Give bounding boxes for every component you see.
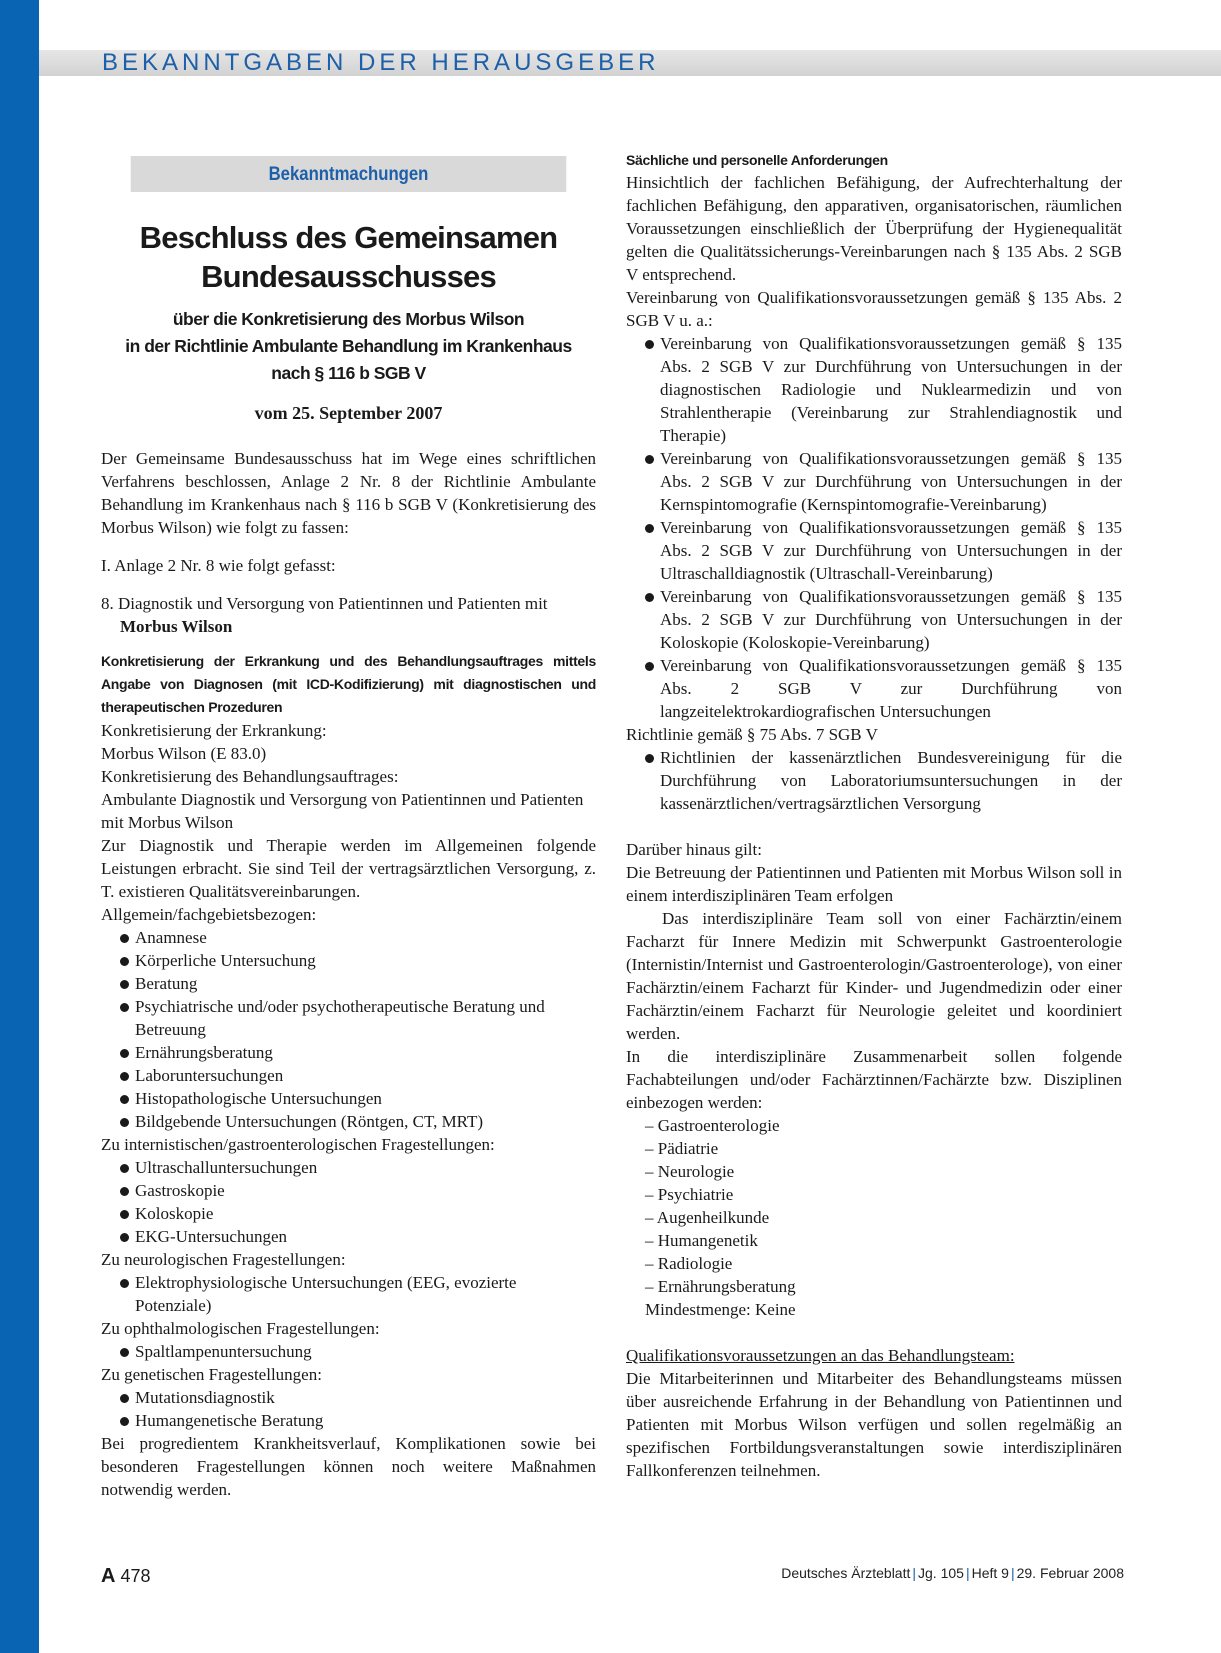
closing-paragraph: Bei progredientem Krankheitsverlauf, Komplikationen sowie bei besonderen Fragestellungen können noch weitere Maßnahmen notwendig werden. bbox=[101, 1434, 596, 1499]
list-item: Elektrophysiologische Untersuchungen (EEG, evozierte Potenziale) bbox=[120, 1271, 596, 1317]
leistungen-paragraph: Zur Diagnostik und Therapie werden im Allgemeinen folgende Leistungen erbracht. Sie sind Teil der vertragsärztlichen Versorgung, z. T. existieren Qualitätsvereinbarungen. bbox=[101, 836, 596, 901]
bullet-list bbox=[101, 1340, 596, 1363]
list-item: – Psychiatrie bbox=[645, 1185, 734, 1204]
list-item: – Augenheilkunde bbox=[645, 1208, 770, 1227]
bullet-icon bbox=[645, 754, 654, 763]
page-number-value: 478 bbox=[120, 1566, 151, 1586]
right-column bbox=[626, 149, 1122, 1482]
list-item: Mutationsdiagnostik bbox=[120, 1386, 596, 1409]
list-item: Koloskopie bbox=[120, 1202, 596, 1225]
list-item: – Neurologie bbox=[645, 1162, 735, 1181]
journal-volume: Jg. 105 bbox=[918, 1565, 964, 1581]
list-item: Vereinbarung von Qualifikationsvoraussetzungen gemäß § 135 Abs. 2 SGB V zur Durchführung von Untersuchungen in der diagnostischen Radiologie und Nuklearmedizin und von Strahlentherapie (Vereinbarung zur Strahlendiagnostik und Therapie) bbox=[645, 332, 1122, 447]
darueber-line: Darüber hinaus gilt: bbox=[626, 840, 762, 859]
bullet-icon bbox=[645, 662, 654, 671]
list-item: Vereinbarung von Qualifikationsvoraussetzungen gemäß § 135 Abs. 2 SGB V zur Durchführung von langzeitelektrokardiografischen Untersuchungen bbox=[645, 654, 1122, 723]
bullet-icon bbox=[120, 957, 129, 966]
konkretisierung-line: Konkretisierung der Erkrankung: bbox=[101, 721, 327, 740]
list-item: Spaltlampenuntersuchung bbox=[120, 1340, 596, 1363]
subtitle-line: nach § 116 b SGB V bbox=[271, 363, 426, 383]
requirements-heading: Sächliche und personelle Anforderungen bbox=[626, 152, 888, 168]
left-column bbox=[101, 156, 596, 1501]
bullet-icon bbox=[120, 1233, 129, 1242]
separator: | bbox=[912, 1565, 917, 1581]
vereinbarungen-list bbox=[626, 332, 1122, 723]
bullet-list bbox=[101, 926, 596, 1133]
separator: | bbox=[1010, 1565, 1015, 1581]
list-item: – Gastroenterologie bbox=[645, 1116, 780, 1135]
page-prefix: A bbox=[101, 1565, 116, 1587]
bullet-icon bbox=[120, 1417, 129, 1426]
list-item: Vereinbarung von Qualifikationsvoraussetzungen gemäß § 135 Abs. 2 SGB V zur Durchführung von Untersuchungen in der Ultraschalldiagnostik (Ultraschall-Vereinbarung) bbox=[645, 516, 1122, 585]
list-item: – Ernährungsberatung bbox=[645, 1277, 796, 1296]
bullet-icon bbox=[645, 524, 654, 533]
title-line: Bundesausschusses bbox=[201, 259, 496, 294]
group-heading: Zu genetischen Fragestellungen: bbox=[101, 1365, 322, 1384]
list-item: EKG-Untersuchungen bbox=[120, 1225, 596, 1248]
list-item: – Pädiatrie bbox=[645, 1139, 719, 1158]
list-item: – Humangenetik bbox=[645, 1231, 758, 1250]
subtitle-line: in der Richtlinie Ambulante Behandlung im Krankenhaus bbox=[125, 336, 572, 356]
bullet-list bbox=[101, 1271, 596, 1317]
konkretisierung-line: Morbus Wilson (E 83.0) bbox=[101, 744, 267, 763]
list-item: Gastroskopie bbox=[120, 1179, 596, 1202]
list-item: Beratung bbox=[120, 972, 596, 995]
team-paragraph: Das interdisziplinäre Team soll von einer Fachärztin/einem Facharzt für Innere Medizin mit Schwerpunkt Gastroenterologie (Internistin/Internist und Gastroenterologin/Gastroenterologe), von einer Fachärztin/einem Facharzt für Kinder- und Jugendmedizin oder einer Fachärztin/einem Facharzt für Neurologie geleitet und koordiniert werden. bbox=[626, 909, 1122, 1043]
qualifikation-paragraph: Die Mitarbeiterinnen und Mitarbeiter des Behandlungsteams müssen über ausreichende Erfahrung in der Behandlung von Patientinnen und Patienten mit Morbus Wilson verfügen und sollen regelmäßig an spezifischen Fortbildungsveranstaltungen sowie interdisziplinären Fallkonferenzen teilnehmen. bbox=[626, 1369, 1122, 1480]
bullet-icon bbox=[120, 1348, 129, 1357]
journal-info bbox=[781, 1565, 1124, 1581]
list-item: Richtlinien der kassenärztlichen Bundesvereinigung für die Durchführung von Laboratoriumsuntersuchungen in der kassenärztlichen/vertragsärztlichen Versorgung bbox=[645, 746, 1122, 815]
group-heading: Zu neurologischen Fragestellungen: bbox=[101, 1250, 346, 1269]
section-bar: Bekanntmachungen bbox=[131, 156, 567, 192]
zusammenarbeit-paragraph: In die interdisziplinäre Zusammenarbeit sollen folgende Fachabteilungen und/oder Fachärztinnen/Fachärzte bzw. Disziplinen einbezogen werden: bbox=[626, 1047, 1122, 1112]
list-item: Vereinbarung von Qualifikationsvoraussetzungen gemäß § 135 Abs. 2 SGB V zur Durchführung von Untersuchungen in der Kernspintomografie (Kernspintomografie-Vereinbarung) bbox=[645, 447, 1122, 516]
mindestmenge: Mindestmenge: Keine bbox=[645, 1300, 796, 1319]
subtitle-line: über die Konkretisierung des Morbus Wilson bbox=[172, 309, 525, 329]
bullet-icon bbox=[120, 1003, 129, 1012]
separator: | bbox=[965, 1565, 970, 1581]
bullet-icon bbox=[645, 455, 654, 464]
bullet-icon bbox=[645, 340, 654, 349]
document-date: vom 25. September 2007 bbox=[254, 403, 443, 423]
list-item: Psychiatrische und/oder psychotherapeutische Beratung und Betreuung bbox=[120, 995, 596, 1041]
group-heading: Allgemein/fachgebietsbezogen: bbox=[101, 905, 317, 924]
bullet-icon bbox=[120, 934, 129, 943]
bullet-icon bbox=[120, 1164, 129, 1173]
betreuung-paragraph: Die Betreuung der Patientinnen und Patienten mit Morbus Wilson soll in einem interdisziplinären Team erfolgen bbox=[626, 863, 1122, 905]
qualifikation-heading: Qualifikationsvoraussetzungen an das Behandlungsteam: bbox=[626, 1346, 1015, 1365]
list-item: Bildgebende Untersuchungen (Röntgen, CT, MRT) bbox=[120, 1110, 596, 1133]
document-subtitle bbox=[101, 306, 596, 387]
bullet-list bbox=[101, 1386, 596, 1432]
bullet-icon bbox=[120, 980, 129, 989]
title-line: Beschluss des Gemeinsamen bbox=[139, 220, 558, 255]
list-item: Anamnese bbox=[120, 926, 596, 949]
section-header: BEKANNTGABEN DER HERAUSGEBER bbox=[102, 49, 660, 76]
item-8 bbox=[101, 592, 596, 638]
bullet-icon bbox=[120, 1072, 129, 1081]
bullet-icon bbox=[120, 1394, 129, 1403]
item-i: I. Anlage 2 Nr. 8 wie folgt gefasst: bbox=[101, 556, 336, 575]
bullet-icon bbox=[120, 1095, 129, 1104]
requirements-paragraph: Hinsichtlich der fachlichen Befähigung, der Aufrechterhaltung der fachlichen Befähigung, den apparativen, organisatorischen, räumlichen Voraussetzungen einschließlich der Überprüfung der Hygienequalität gelten die Qualitätssicherungs-Vereinbarungen nach § 135 Abs. 2 SGB V entsprechend. bbox=[626, 173, 1122, 284]
konkretisierung-line: Ambulante Diagnostik und Versorgung von Patientinnen und Patienten mit Morbus Wilson bbox=[101, 790, 584, 832]
list-item: Ernährungsberatung bbox=[120, 1041, 596, 1064]
disziplinen-list bbox=[626, 1114, 1122, 1321]
bullet-icon bbox=[645, 593, 654, 602]
list-item: Laboruntersuchungen bbox=[120, 1064, 596, 1087]
bullet-icon bbox=[120, 1118, 129, 1127]
journal-name: Deutsches Ärzteblatt bbox=[781, 1565, 911, 1581]
document-title bbox=[101, 218, 596, 296]
item-8-text: 8. Diagnostik und Versorgung von Patientinnen und Patienten mit bbox=[101, 594, 548, 613]
left-accent-bar bbox=[0, 0, 39, 1653]
item-8-bold: Morbus Wilson bbox=[120, 617, 233, 636]
list-item: Ultraschalluntersuchungen bbox=[120, 1156, 596, 1179]
bullet-icon bbox=[120, 1279, 129, 1288]
intro-paragraph: Der Gemeinsame Bundesausschuss hat im Wege eines schriftlichen Verfahrens beschlossen, Anlage 2 Nr. 8 der Richtlinie Ambulante Behandlung im Krankenhaus nach § 116 b SGB V (Konkretisierung des Morbus Wilson) wie folgt zu fassen: bbox=[101, 449, 596, 537]
bullet-icon bbox=[120, 1210, 129, 1219]
richtlinie-heading: Richtlinie gemäß § 75 Abs. 7 SGB V bbox=[626, 725, 878, 744]
group-heading: Zu internistischen/gastroenterologischen Fragestellungen: bbox=[101, 1135, 495, 1154]
sub-heading: Konkretisierung der Erkrankung und des Behandlungsauftrages mittels Angabe von Diagnosen (mit ICD-Kodifizierung) mit diagnostischen und therapeutischen Prozeduren bbox=[101, 653, 596, 715]
list-item: Vereinbarung von Qualifikationsvoraussetzungen gemäß § 135 Abs. 2 SGB V zur Durchführung von Untersuchungen in der Koloskopie (Koloskopie-Vereinbarung) bbox=[645, 585, 1122, 654]
list-item: Humangenetische Beratung bbox=[120, 1409, 596, 1432]
list-item: Körperliche Untersuchung bbox=[120, 949, 596, 972]
list-item: Histopathologische Untersuchungen bbox=[120, 1087, 596, 1110]
vereinbarung-intro: Vereinbarung von Qualifikationsvoraussetzungen gemäß § 135 Abs. 2 SGB V u. a.: bbox=[626, 288, 1122, 330]
journal-date: 29. Februar 2008 bbox=[1016, 1565, 1124, 1581]
list-item: – Radiologie bbox=[645, 1254, 733, 1273]
bullet-icon bbox=[120, 1049, 129, 1058]
bullet-list bbox=[101, 1156, 596, 1248]
journal-issue: Heft 9 bbox=[971, 1565, 1009, 1581]
konkretisierung-line: Konkretisierung des Behandlungsauftrages: bbox=[101, 767, 399, 786]
group-heading: Zu ophthalmologischen Fragestellungen: bbox=[101, 1319, 380, 1338]
bullet-icon bbox=[120, 1187, 129, 1196]
richtlinie-list bbox=[626, 746, 1122, 815]
page-number bbox=[101, 1565, 151, 1588]
